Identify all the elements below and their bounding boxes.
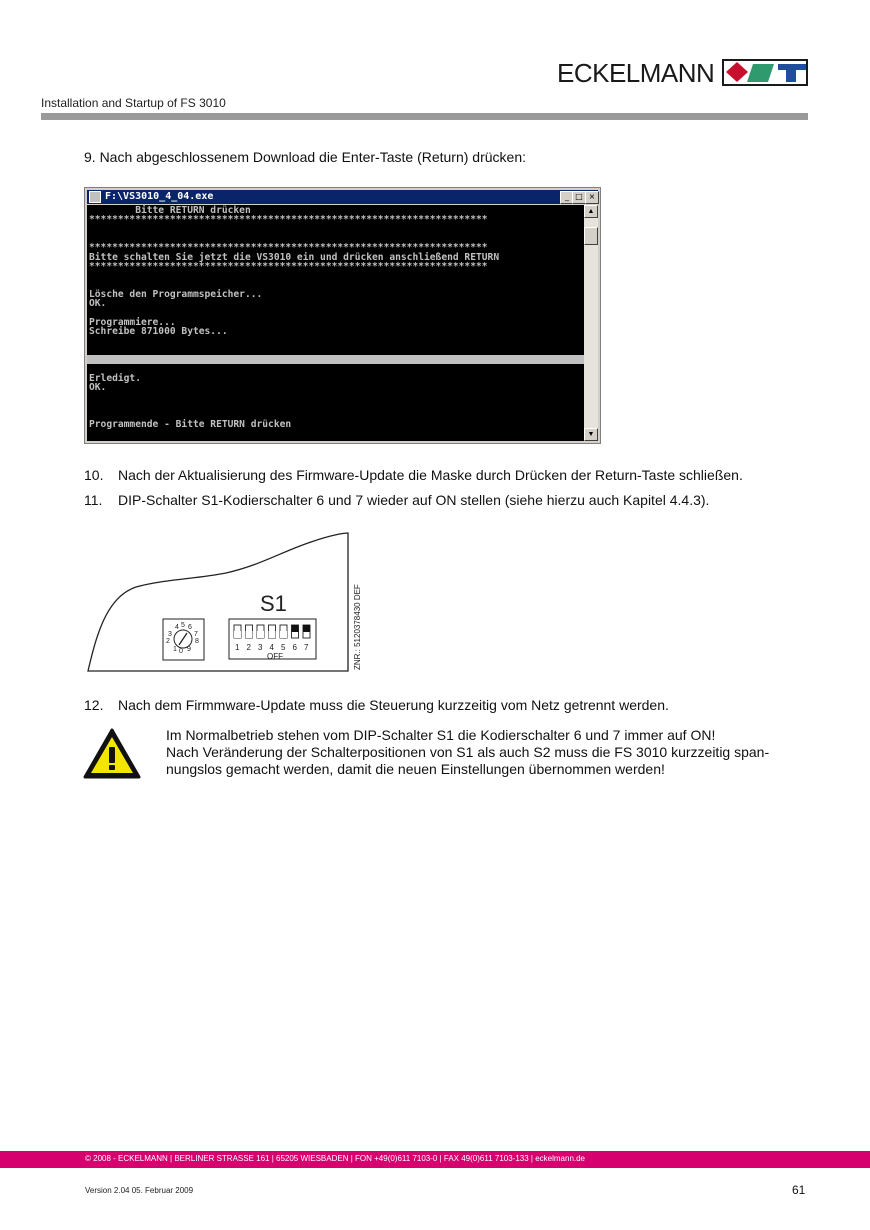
part-number-label: ZNR.: 5120378430 DEF [353, 584, 362, 670]
rotary-digit: 6 [188, 624, 192, 631]
console-line: ********************************************************************* [89, 261, 488, 272]
warning-text [166, 727, 806, 778]
minimize-button[interactable]: _ [560, 191, 574, 204]
step-12 [84, 697, 669, 713]
console-title: F:\VS3010_4_04.exe [105, 191, 214, 202]
warning-line: nungslos gemacht werden, damit die neuen Einstellungen übernommen werden! [166, 761, 665, 777]
dip-switch-number: 6 [292, 643, 297, 652]
rotary-digit: 4 [175, 624, 179, 631]
console-line: ********************************************************************* [89, 214, 488, 225]
dip-switch-number: 4 [269, 643, 274, 652]
step-12-number: 12. [84, 697, 104, 713]
console-output[interactable] [87, 205, 584, 441]
dip-switch-diagram [86, 527, 376, 673]
step-10 [84, 467, 743, 483]
console-line: OK. [89, 382, 107, 393]
console-line: Programmiere... [89, 317, 176, 328]
rotary-digit: 8 [195, 638, 199, 645]
console-line: Lösche den Programmspeicher... [89, 289, 263, 300]
brand-logo-text: ECKELMANN [557, 58, 715, 88]
warning-icon [83, 728, 141, 780]
rotary-digit: 0 [179, 648, 183, 655]
step-9-text: 9. Nach abgeschlossenem Download die Enter-Taste (Return) drücken: [84, 149, 527, 165]
dip-switch-knob [246, 632, 252, 638]
rotary-switch [163, 619, 204, 660]
page-number: 61 [792, 1183, 806, 1197]
figure-label-s1: S1 [260, 591, 287, 616]
dip-switch-knob [304, 626, 310, 632]
step-11-text: DIP-Schalter S1-Kodierschalter 6 und 7 wieder auf ON stellen (siehe hierzu auch Kapitel 4.4.3). [118, 492, 710, 508]
console-window [84, 187, 601, 444]
console-line: ********************************************************************* [89, 242, 488, 253]
rotary-digit: 1 [173, 646, 177, 653]
warning-line: Im Normalbetrieb stehen vom DIP-Schalter S1 die Kodierschalter 6 und 7 immer auf ON! [166, 727, 716, 743]
scroll-down-button[interactable]: ▼ [584, 428, 598, 441]
dip-switch-knob [235, 632, 241, 638]
step-11-number: 11. [84, 492, 103, 508]
step-11 [84, 492, 709, 508]
console-line: Schreibe 871000 Bytes... [89, 326, 228, 337]
console-app-icon[interactable] [89, 191, 101, 203]
maximize-button[interactable]: □ [572, 191, 586, 204]
rotary-digit: 9 [187, 646, 191, 653]
step-12-text: Nach dem Firmmware-Update muss die Steuerung kurzzeitig vom Netz getrennt werden. [118, 697, 669, 713]
dip-switch-knob [258, 632, 264, 638]
footer-version: Version 2.04 05. Februar 2009 [85, 1186, 194, 1195]
console-line: Programmende - Bitte RETURN drücken [89, 419, 292, 430]
dip-switch-number: 2 [246, 643, 251, 652]
step-10-number: 10. [84, 467, 104, 483]
scroll-up-button[interactable]: ▲ [584, 205, 598, 218]
brand-logo-icon [722, 58, 810, 88]
console-scrollbar[interactable] [584, 205, 598, 441]
progress-bar [87, 355, 584, 364]
dip-switch-number: 1 [235, 643, 240, 652]
dip-switch-bank [229, 619, 316, 661]
rotary-digit: 7 [194, 631, 198, 638]
scroll-thumb[interactable] [584, 227, 598, 245]
console-line: Bitte RETURN drücken [89, 205, 251, 216]
rotary-digit: 2 [166, 638, 170, 645]
dip-switch-knob [269, 632, 275, 638]
dip-switch-number: 7 [304, 643, 309, 652]
page-header-title: Installation and Startup of FS 3010 [41, 96, 226, 110]
console-titlebar[interactable] [87, 190, 598, 204]
rotary-digit: 5 [181, 622, 185, 629]
console-line: Bitte schalten Sie jetzt die VS3010 ein und drücken anschließend RETURN [89, 252, 500, 263]
footer-copyright: © 2008 - ECKELMANN | BERLINER STRASSE 161 | 65205 WIESBADEN | FON +49(0)611 7103-0 | FAX 49(0)611 7103-133 | eckelmann.de [85, 1154, 586, 1163]
dip-off-label: OFF [267, 652, 283, 661]
dip-switch-number: 3 [258, 643, 263, 652]
close-button[interactable]: × [585, 191, 599, 204]
console-line: Erledigt. [89, 373, 141, 384]
dip-switch-knob [292, 626, 298, 632]
step-10-text: Nach der Aktualisierung des Firmware-Update die Maske durch Drücken der Return-Taste schließen. [118, 467, 743, 483]
header-divider [41, 113, 808, 120]
rotary-digit: 3 [168, 631, 172, 638]
dip-switch-number: 5 [281, 643, 286, 652]
warning-line: Nach Veränderung der Schalterpositionen von S1 als auch S2 muss die FS 3010 kurzzeitig span- [166, 744, 770, 760]
console-line: OK. [89, 298, 107, 309]
dip-switch-knob [281, 632, 287, 638]
